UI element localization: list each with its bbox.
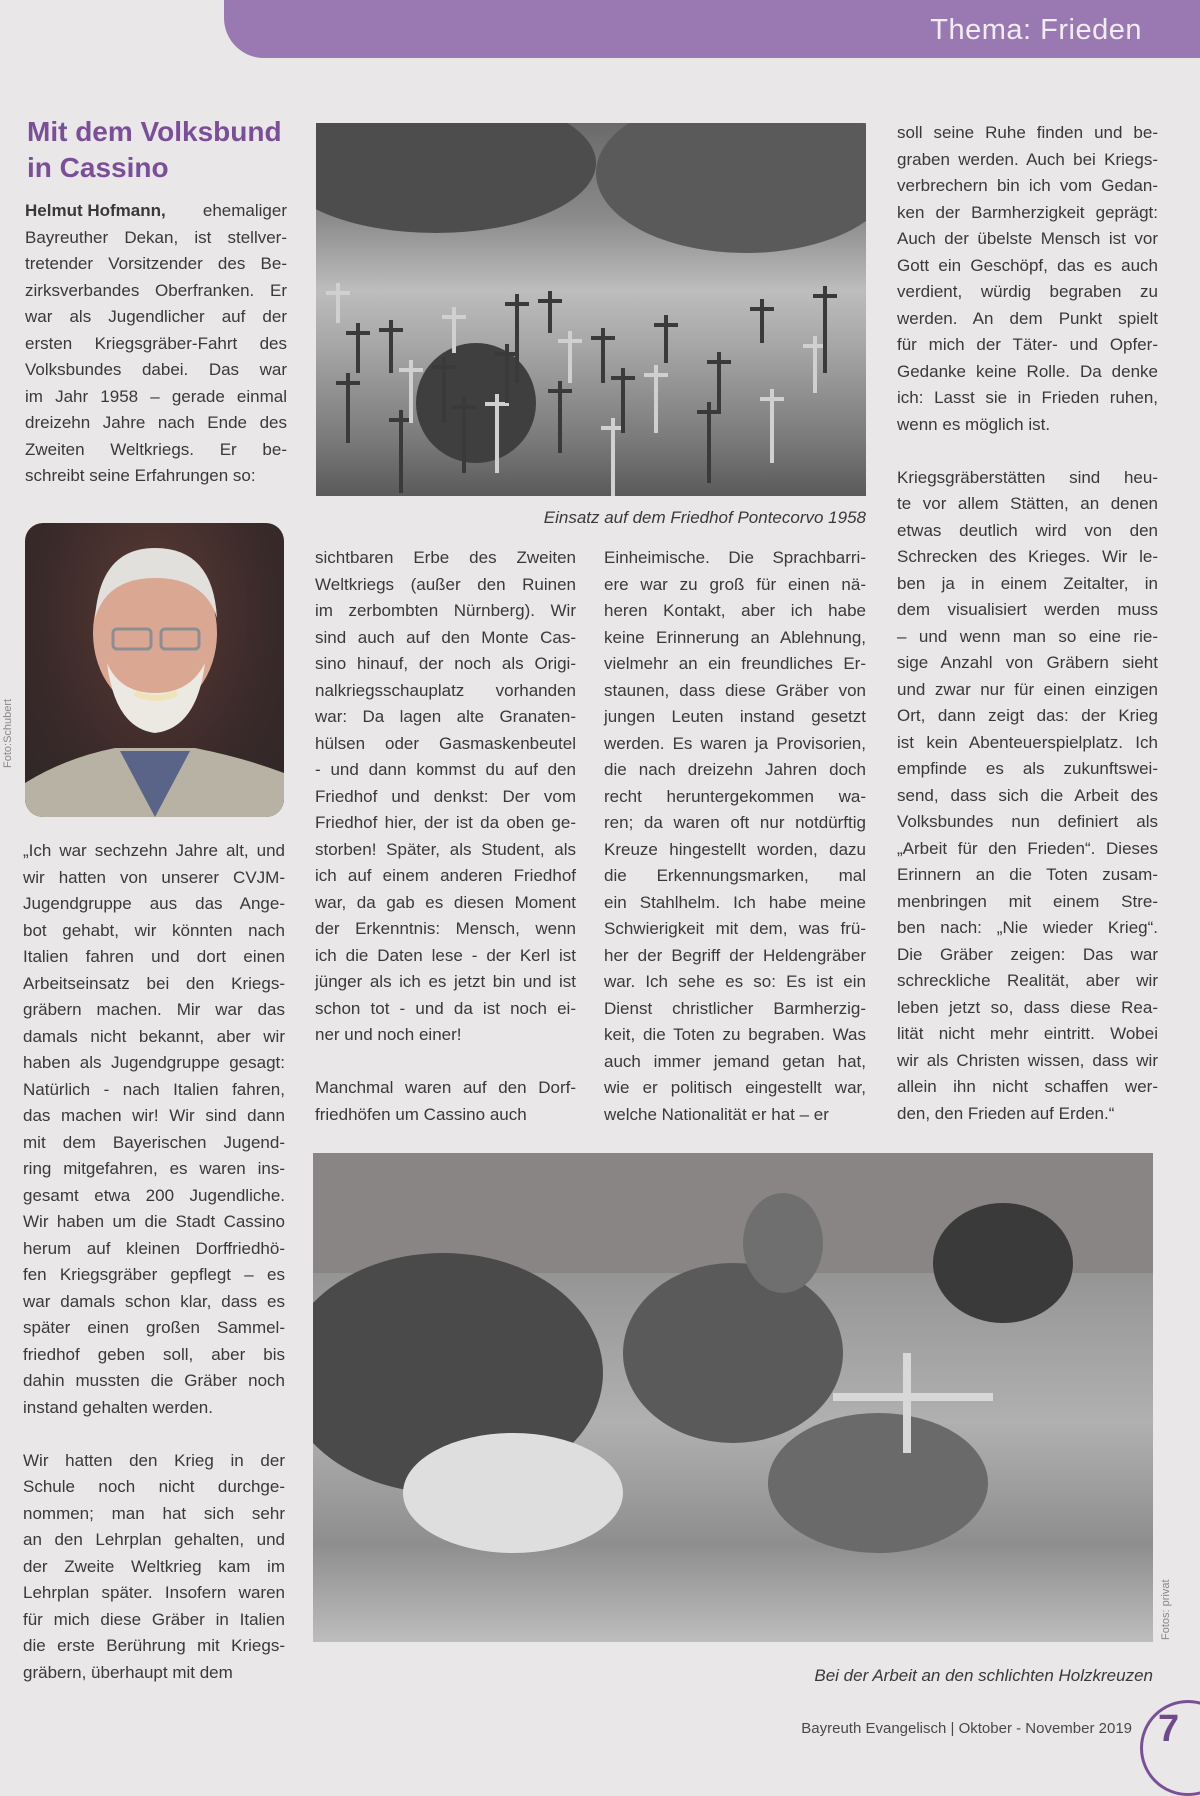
text-line: die erste Berührung mit Kriegs- — [23, 1636, 285, 1655]
text-line: verbrechern bin ich vom Gedan- — [897, 176, 1158, 195]
text-line: jungen Leuten instand gesetzt — [604, 707, 866, 726]
text-line: wenn es möglich ist. — [897, 414, 1051, 434]
cemetery-photo-caption: Einsatz auf dem Friedhof Pontecorvo 1958 — [543, 508, 866, 527]
text-line: empfinde es als zukunftswei- — [897, 759, 1158, 778]
text-line: etwas deutlich wird von den — [897, 520, 1158, 540]
text-line: send, dass sich die Arbeit des — [897, 785, 1158, 805]
text-line: Friedhof und denkst: Der vom — [315, 786, 576, 806]
text-line: Ort, dann zeigt das: der Krieg — [897, 706, 1158, 725]
text-line: schon tot - und da ist noch ei- — [315, 998, 576, 1018]
text-line: gräbern, überhaupt mit dem — [23, 1662, 233, 1682]
portrait-credit: Foto:Schubert — [2, 698, 14, 768]
text-line: jünger als ich es jetzt bin und ist — [315, 972, 576, 991]
text-line: verdient, würdig begraben zu — [897, 282, 1158, 301]
text-line: für mich diese Gräber in Italien — [23, 1609, 285, 1629]
cemetery-photo — [316, 123, 866, 496]
text-line: Volksbundes dabei. Das war — [25, 360, 287, 379]
grave-cross — [591, 328, 615, 383]
author-name: Helmut Hofmann, — [25, 201, 166, 220]
text-line: Schrecken des Krieges. Wir le- — [897, 547, 1158, 566]
text-line: Schwierigkeit mit dem, was frü- — [604, 919, 866, 938]
text-line: gräbern machen. Mir war das — [23, 1000, 285, 1019]
text-line: Wir hatten den Krieg in der — [23, 1450, 285, 1470]
text-line: dem visualisiert werden muss — [897, 600, 1158, 619]
text-line: Zweiten Weltkriegs. Er be- — [25, 439, 287, 459]
portrait-image — [25, 523, 284, 817]
text-line: werden. An dem Punkt spielt — [897, 308, 1158, 328]
text-line: ere war zu groß für einen nä- — [604, 574, 866, 594]
text-line: dreizehn Jahre nach Ende des — [25, 413, 287, 432]
article-column-1 — [23, 838, 285, 1686]
text-line: wir als Christen wissen, dass wir — [897, 1050, 1158, 1070]
text-line: sind auch auf den Monte Cas- — [315, 627, 576, 647]
text-line: allein ihn nicht schaffen wer- — [897, 1077, 1158, 1096]
text-line: fen Kriegsgräber gepflegt – es — [23, 1265, 285, 1284]
text-line: ich die Daten lese - der Kerl ist — [315, 945, 576, 965]
paragraph-gap — [315, 1049, 576, 1076]
text-line: damals nicht bekannt, aber wir — [23, 1026, 285, 1046]
page-number: 7 — [1158, 1708, 1180, 1750]
text-line: tretender Vorsitzender des Be- — [25, 254, 287, 273]
text-line: ist kein Abenteuerspielplatz. Ich — [897, 732, 1158, 752]
text-line: welche Nationalität er hat – er — [604, 1104, 829, 1124]
paragraph-gap — [23, 1421, 285, 1448]
grave-cross — [326, 283, 350, 323]
text-line: mit dem Bayerischen Jugend- — [23, 1132, 285, 1152]
text-line: Arbeitseinsatz bei den Kriegs- — [23, 973, 285, 993]
text-line: Einheimische. Die Sprachbarri- — [604, 548, 866, 567]
text-line: storben! Später, als Student, als — [315, 839, 576, 859]
text-line: herum auf kleinen Dorffriedhö- — [23, 1238, 285, 1258]
text-line: Auch der übelste Mensch ist vor — [897, 229, 1158, 248]
text-line: später einen großen Sammel- — [23, 1318, 285, 1337]
text-line: Manchmal waren auf den Dorf- — [315, 1078, 576, 1097]
article-column-2 — [315, 545, 576, 1128]
text-line: Schule noch nicht durchge- — [23, 1477, 285, 1496]
grave-cross — [548, 381, 572, 453]
text-line: den, den Frieden auf Erden.“ — [897, 1103, 1115, 1123]
footer-publication: Bayreuth Evangelisch | Oktober - November 2019 — [801, 1720, 1132, 1737]
text-line: Gott ein Geschöpf, das es auch — [897, 255, 1158, 275]
article-column-4 — [897, 120, 1158, 1127]
text-line: Dienst christlicher Barmherzig- — [604, 998, 866, 1018]
grave-cross — [538, 291, 562, 333]
text-line: ben nach: „Nie wieder Krieg“. — [897, 918, 1158, 937]
text-line: war. Ich sehe es so: Es ist ein — [604, 972, 866, 991]
paragraph-gap — [897, 438, 1158, 465]
headline-line: in Cassino — [27, 152, 169, 183]
text-line: friedhöfen um Cassino auch — [315, 1104, 527, 1124]
text-line: sige Anzahl von Gräbern sieht — [897, 653, 1158, 672]
grave-cross — [558, 331, 582, 383]
text-line: friedhof geben soll, aber bis — [23, 1344, 285, 1364]
text-line: auch immer jemand getan hat, — [604, 1051, 866, 1071]
text-line: Natürlich - nach Italien fahren, — [23, 1079, 285, 1099]
text-line: schreckliche Realität, aber wir — [897, 971, 1158, 990]
text-line: ben ja in einem Zeitalter, in — [897, 573, 1158, 593]
text-line: soll seine Ruhe finden und be- — [897, 123, 1158, 142]
text-line: war als Jugendlicher auf der — [25, 307, 287, 326]
text-line: lität nicht mehr eintritt. Wobei — [897, 1024, 1158, 1043]
text-line: menbringen mit einem Stre- — [897, 891, 1158, 911]
text-line: – und wenn man so eine rie- — [897, 626, 1158, 646]
text-line: te vor allem Stätten, an denen — [897, 494, 1158, 513]
grave-cross — [654, 315, 678, 363]
text-line: Jugendgruppe aus das Ange- — [23, 894, 285, 913]
text-line: Wir haben um die Stadt Cassino — [23, 1212, 285, 1231]
text-line: Lehrplan später. Insofern waren — [23, 1583, 285, 1602]
text-line: - und dann kommst du auf den — [315, 760, 576, 779]
text-line: ich auf einem anderen Friedhof — [315, 866, 576, 885]
article-column-3 — [604, 545, 866, 1128]
text-line: sino hinauf, der noch als Origi- — [315, 654, 576, 673]
grave-cross — [750, 299, 774, 343]
text-line: vielmehr an ein freundliches Er- — [604, 654, 866, 673]
text-line: keit, die Toten zu begraben. Was — [604, 1025, 866, 1044]
text-line: keine Erinnerung an Ablehnung, — [604, 627, 866, 647]
text-line: war, da gab es diesen Moment — [315, 892, 576, 912]
text-line: recht heruntergekommen wa- — [604, 786, 866, 806]
text-line: werden. Es waren ja Provisorien, — [604, 733, 866, 753]
text-line: „Ich war sechzehn Jahre alt, und — [23, 841, 285, 860]
text-line: ersten Kriegsgräber-Fahrt des — [25, 333, 287, 353]
text-line: schreibt seine Erfahrungen so: — [25, 466, 256, 485]
workers-photo-credit: Fotos: privat — [1160, 1579, 1172, 1640]
text-line: ein Stahlhelm. Ich habe meine — [604, 892, 866, 912]
text-line: gesamt etwa 200 Jugendliche. — [23, 1185, 285, 1205]
portrait-photo — [25, 523, 284, 817]
text-line: war damals schon klar, dass es — [23, 1291, 285, 1311]
text-line: bot gehabt, wir könnten nach — [23, 920, 285, 940]
text-line: graben werden. Auch bei Kriegs- — [897, 149, 1158, 169]
grave-cross — [697, 402, 721, 483]
article-headline — [27, 114, 297, 186]
text-line: hülsen oder Gasmaskenbeutel — [315, 733, 576, 753]
text-line: Kreuze hingestellt worden, dazu — [604, 839, 866, 859]
text-line: heren Kontakt, aber ich habe — [604, 601, 866, 620]
text-line: Friedhof hier, der ist da oben ge- — [315, 813, 576, 832]
section-banner — [224, 0, 1200, 58]
text-line: wir hatten von unserer CVJM- — [23, 867, 285, 887]
text-line: ren; da waren oft nur notdürftig — [604, 813, 866, 832]
text-line: an den Lehrplan gehalten, und — [23, 1530, 285, 1549]
text-line: staunen, dass diese Gräber von — [604, 680, 866, 700]
text-line: leben jetzt so, dass diese Rea- — [897, 997, 1158, 1017]
text-line — [25, 198, 287, 225]
text-line: ich: Lasst sie in Frieden ruhen, — [897, 388, 1158, 407]
text-line: nalkriegsschauplatz vorhanden — [315, 680, 576, 700]
text-line: dahin mussten die Gräber noch — [23, 1371, 285, 1390]
grave-cross — [346, 323, 370, 373]
workers-photo — [313, 1153, 1153, 1642]
grave-cross — [379, 320, 403, 373]
headline-line: Mit dem Volksbund — [27, 116, 282, 147]
grave-cross — [644, 365, 668, 433]
workers-photo-caption: Bei der Arbeit an den schlichten Holzkreuzen — [814, 1666, 1153, 1685]
text-line: Weltkriegs (außer den Ruinen — [315, 574, 576, 594]
text-line: Bayreuther Dekan, ist stellver- — [25, 227, 287, 247]
text-line: der Erkenntnis: Mensch, wenn — [315, 919, 576, 938]
section-title: Thema: Frieden — [930, 14, 1142, 46]
text-line: Gedanke keine Rolle. Da denke — [897, 361, 1158, 381]
text-line: nommen; man hat sich sehr — [23, 1503, 285, 1523]
text-line: war: Da lagen alte Granaten- — [315, 707, 576, 726]
text-line: und zwar nur für einen einzigen — [897, 679, 1158, 699]
text-line: Die Gräber zeigen: Das war — [897, 944, 1158, 964]
text-line: ner und noch einer! — [315, 1025, 462, 1044]
text-line: Volksbundes nun definiert als — [897, 812, 1158, 831]
text-line: im Jahr 1958 – gerade einmal — [25, 386, 287, 406]
text-line: ken der Barmherzigkeit geprägt: — [897, 202, 1158, 222]
text-line: das machen wir! Wir sind dann — [23, 1106, 285, 1125]
text-line: haben als Jugendgruppe gesagt: — [23, 1053, 285, 1072]
text-line: zirksverbandes Oberfranken. Er — [25, 280, 287, 300]
grave-cross — [760, 389, 784, 463]
text-line: der Zweite Weltkrieg kam im — [23, 1556, 285, 1576]
text-line: wie er politisch eingestellt war, — [604, 1078, 866, 1097]
text-line: Italien fahren und dort einen — [23, 947, 285, 966]
article-intro — [25, 198, 287, 490]
text-line: her der Begriff der Heldengräber — [604, 945, 866, 965]
grave-cross — [336, 373, 360, 443]
cemetery-image — [316, 123, 866, 496]
text-line: die Erkennungsmarken, mal — [604, 866, 866, 885]
workers-image — [313, 1153, 1153, 1642]
text-line: Erinnern an die Toten zusam- — [897, 865, 1158, 884]
text-line: sichtbaren Erbe des Zweiten — [315, 548, 576, 567]
text-line: im zerbombten Nürnberg). Wir — [315, 601, 576, 620]
text-line: die nach dreizehn Jahren doch — [604, 760, 866, 779]
text-line: „Arbeit für den Frieden“. Dieses — [897, 838, 1158, 858]
text-fragment: ehemaliger — [202, 201, 287, 220]
text-line: instand gehalten werden. — [23, 1397, 213, 1417]
text-line: ring mitgefahren, es waren ins- — [23, 1159, 285, 1178]
text-line: für mich der Täter- und Opfer- — [897, 335, 1158, 354]
text-line: Kriegsgräberstätten sind heu- — [897, 467, 1158, 487]
